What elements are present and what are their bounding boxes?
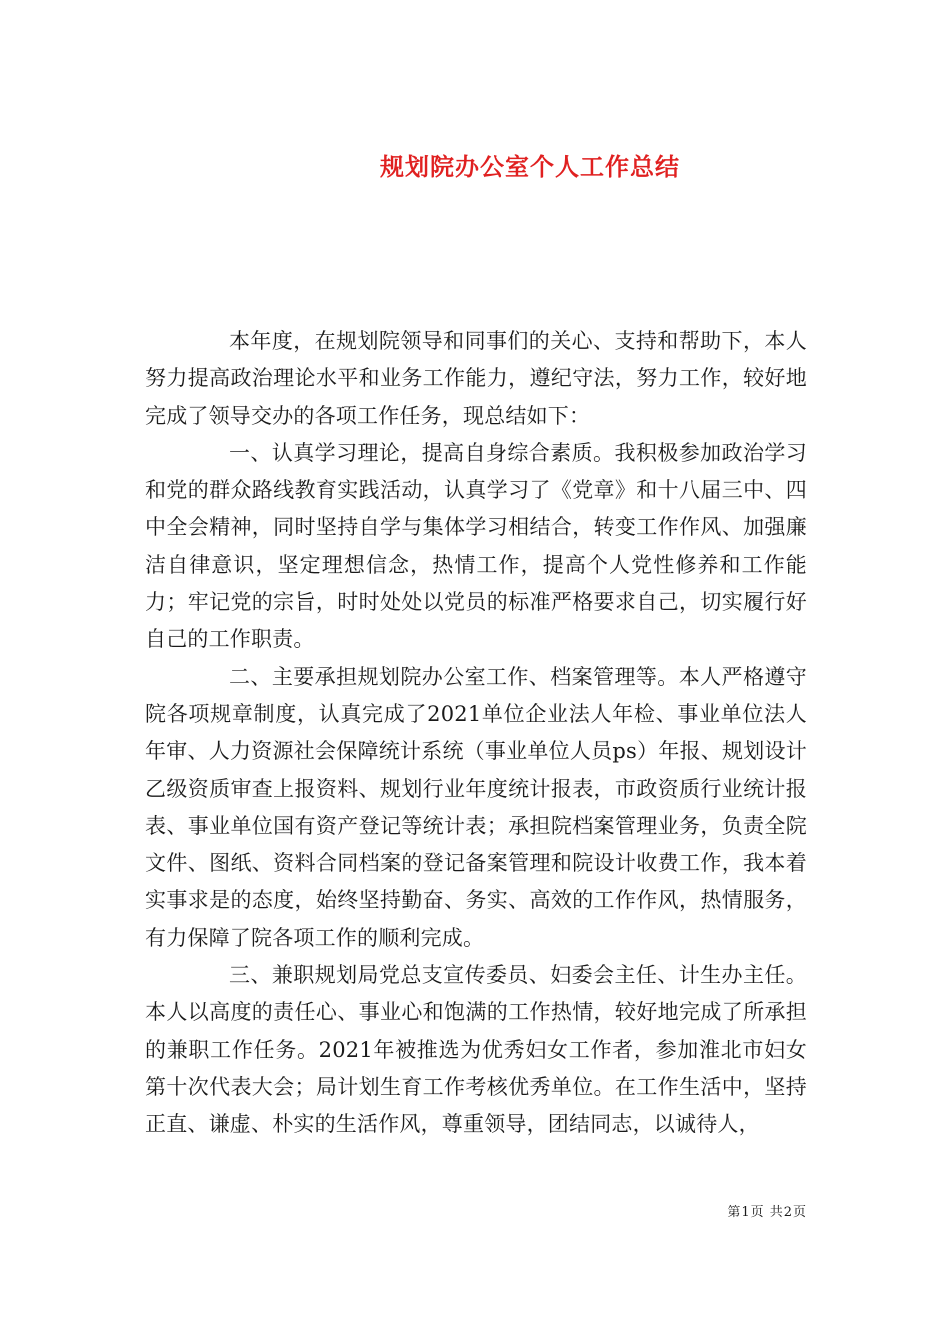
paragraph-intro: 本年度，在规划院领导和同事们的关心、支持和帮助下，本人努力提高政治理论水平和业务工作能力，遵纪守法，努力工作，较好地完成了领导交办的各项工作任务，现总结如下：: [145, 329, 807, 428]
document-body: [145, 323, 807, 1144]
page-number-footer: 第1页 共2页: [727, 1205, 807, 1220]
paragraph-section-2: 二、主要承担规划院办公室工作、档案管理等。本人严格遵守院各项规章制度，认真完成了2021单位企业法人年检、事业单位法人年审、人力资源社会保障统计系统（事业单位人员ps）年报、规划设计乙级资质审查上报资料、规划行业年度统计报表，市政资质行业统计报表、事业单位国有资产登记等统计表；承担院档案管理业务，负责全院文件、图纸、资料合同档案的登记备案管理和院设计收费工作，我本着实事求是的态度，始终坚持勤奋、务实、高效的工作作风，热情服务，有力保障了院各项工作的顺利完成。: [145, 664, 807, 950]
document-title: 规划院办公室个人工作总结: [380, 152, 680, 182]
paragraph-section-3: 三、兼职规划局党总支宣传委员、妇委会主任、计生办主任。本人以高度的责任心、事业心和饱满的工作热情，较好地完成了所承担的兼职工作任务。2021年被推选为优秀妇女工作者，参加淮北市妇女第十次代表大会；局计划生育工作考核优秀单位。在工作生活中，坚持正直、谦虚、朴实的生活作风，尊重领导，团结同志，以诚待人，: [145, 963, 807, 1137]
paragraph-section-1: 一、认真学习理论，提高自身综合素质。我积极参加政治学习和党的群众路线教育实践活动，认真学习了《党章》和十八届三中、四中全会精神，同时坚持自学与集体学习相结合，转变工作作风、加强廉洁自律意识，坚定理想信念，热情工作，提高个人党性修养和工作能力；牢记党的宗旨，时时处处以党员的标准严格要求自己，切实履行好自己的工作职责。: [145, 440, 807, 652]
